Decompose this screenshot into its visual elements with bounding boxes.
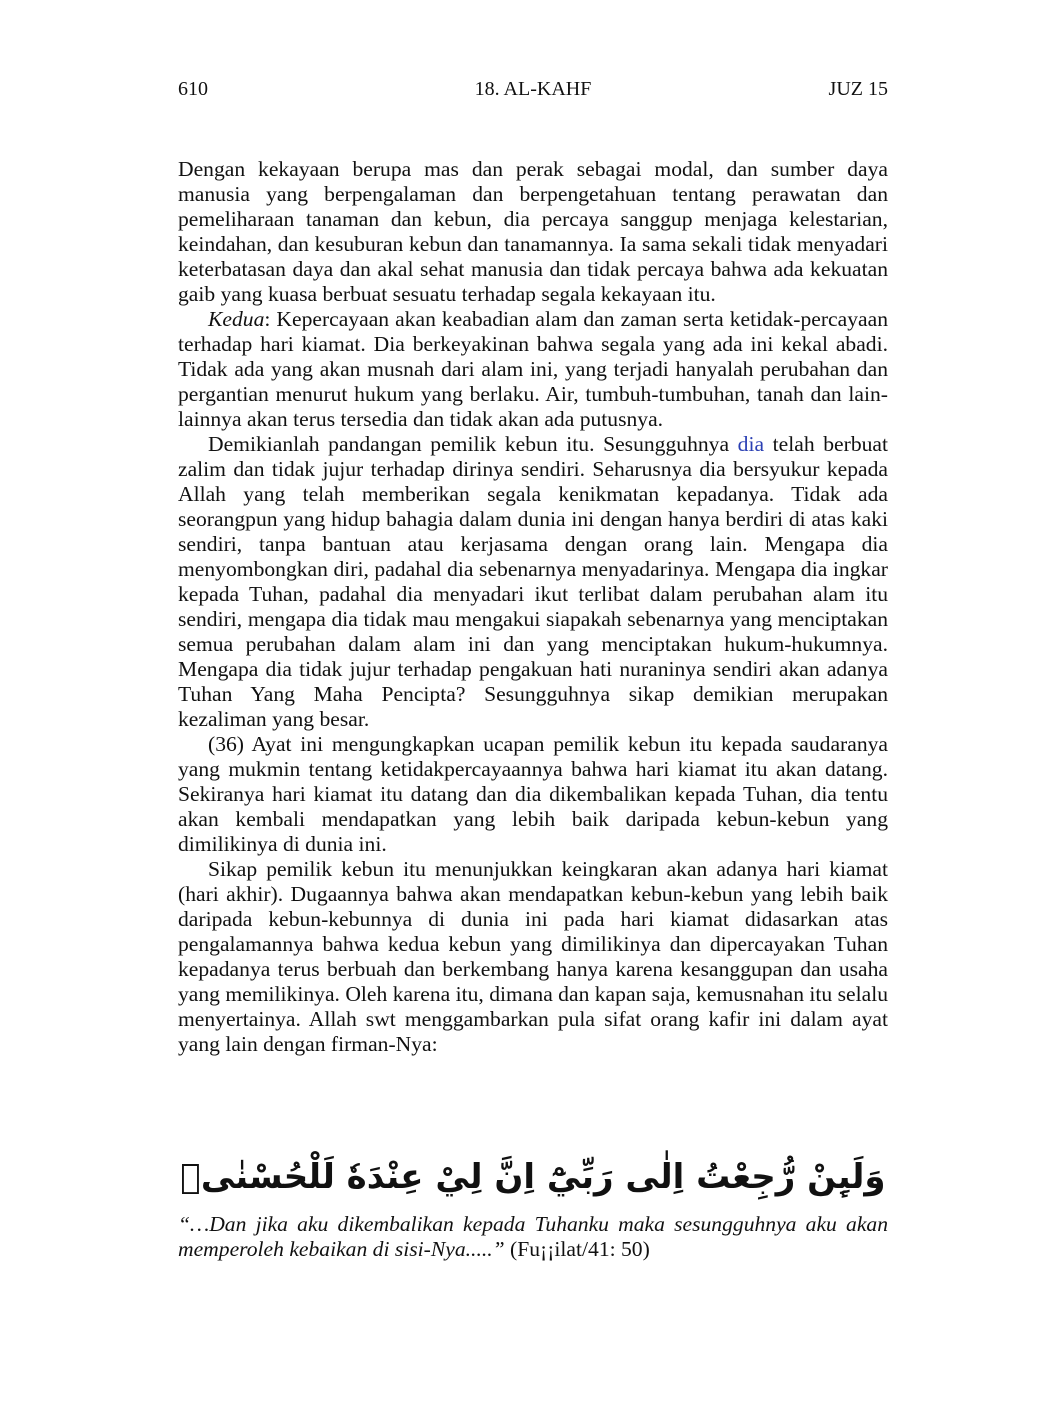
verse-translation: [178, 1212, 888, 1262]
translation-text: “…Dan jika aku dikembalikan kepada Tuhanku maka sesungguhnya aku akan memperoleh kebaikan di sisi-Nya.....”: [178, 1212, 888, 1261]
paragraph-5: Sikap pemilik kebun itu menunjukkan keingkaran akan adanya hari kiamat (hari akhir). Dugaannya bahwa akan mendapatkan kebun-kebun yang lebih baik daripada kebun-kebunnya di dunia ini pada hari kiamat didasarkan atas pengalamannya bahwa kedua kebun yang dimilikinya dan dipercayakan Tuhan kepadanya terus berbuah dan berkembang hanya karena kesanggupan dan usaha yang memilikinya. Oleh karena itu, dimana dan kapan saja, kemusnahan itu selalu menyertainya. Allah swt menggambarkan pula sifat orang kafir ini dalam ayat yang lain dengan firman-Nya:: [178, 857, 888, 1056]
paragraph-3-text-b: telah berbuat zalim dan tidak jujur terhadap dirinya sendiri. Seharusnya dia bersyukur kepada Allah yang telah memberikan segala kenikmatan kepadanya. Tidak ada seorangpun yang hidup bahagia dalam dunia ini dengan hanya berdiri di atas kaki sendiri, tanpa bantuan atau kerjasama dengan orang lain. Mengapa dia menyombongkan diri, padahal dia sebenarnya menyadarinya. Mengapa dia ingkar kepada Tuhan, padahal dia menyadari ikut terlibat dalam perubahan alam itu sendiri, mengapa dia tidak mau mengakui siapakah sebenarnya yang menciptakan semua perubahan dalam alam ini dan yang menciptakan hukum-hukumnya. Mengapa dia tidak jujur terhadap pengakuan hati nuraninya sendiri akan adanya Tuhan Yang Maha Pencipta? Sesungguhnya sikap demikian merupakan kezaliman yang besar.: [178, 432, 888, 731]
page-number: 610: [178, 78, 208, 100]
paragraph-2: [178, 307, 888, 432]
juz-label: JUZ 15: [828, 78, 888, 100]
paragraph-3-text-a: Demikianlah pandangan pemilik kebun itu. Sesungguhnya: [208, 432, 738, 456]
verse-citation: (Fu¡¡ilat/41: 50): [504, 1237, 650, 1261]
paragraph-3: [178, 432, 888, 732]
paragraph-4: (36) Ayat ini mengungkapkan ucapan pemilik kebun itu kepada saudaranya yang mukmin tentang ketidakpercayaannya bahwa hari kiamat itu akan datang. Sekiranya hari kiamat itu datang dan dia dikembalikan kepada Tuhan, dia tentu akan kembali mendapatkan yang lebih baik daripada kebun-kebun yang dimilikinya di dunia ini.: [178, 732, 888, 856]
surah-title: 18. AL-KAHF: [474, 78, 592, 100]
paragraph-2-heading: Kedua: [208, 307, 265, 331]
paragraph-1: Dengan kekayaan berupa mas dan perak sebagai modal, dan sumber daya manusia yang berpengalaman dan berpengetahuan tentang perawatan dan pemeliharaan tanaman dan kebun, dia percaya sanggup menjaga kelestarian, keindahan, dan kesuburan kebun dan tanamannya. Ia sama sekali tidak menyadari keterbatasan daya dan akal sehat manusia dan tidak percaya bahwa ada kekuatan gaib yang kuasa berbuat sesuatu terhadap segala kekayaan itu.: [178, 157, 888, 306]
arabic-verse: وَلَىِٕنْ رُّجِعْتُ اِلٰى رَبِّيْٓ اِنَّ لِيْ عِنْدَهٗ لَلْحُسْنٰىۚ: [180, 1157, 886, 1197]
page-header: [178, 76, 888, 102]
paragraph-2-text: : Kepercayaan akan keabadian alam dan zaman serta ketidak-percayaan terhadap hari kiamat. Dia berkeyakinan bahwa segala yang ada ini kekal abadi. Tidak ada yang akan musnah dari alam ini, yang terjadi hanyalah perubahan dan pergantian menurut hukum yang berlaku. Air, tumbuh-tumbuhan, tanah dan lain-lainnya akan terus tersedia dan tidak akan ada putusnya.: [178, 307, 888, 431]
body-text: [178, 157, 888, 1057]
paragraph-3-link[interactable]: dia: [737, 432, 765, 456]
